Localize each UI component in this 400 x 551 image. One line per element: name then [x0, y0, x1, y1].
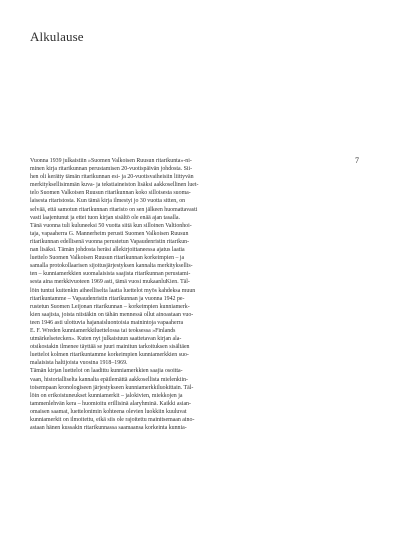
text-line: sesta aina merkkivuoteen 1969 asti, tämä vuosi mukaanluKien. Täl- [30, 279, 190, 286]
text-line: tammenlehvän kera – huomioitu erillisinä alaryhminä. Kaikki asian- [30, 400, 191, 407]
text-line: toisempaan kronologiseen järjestykseen kunniamerkkiluokittain. Täl- [30, 384, 194, 391]
text-line: omaisen saamat, luettelonimin kohteena olevien luokkiin kuuluvat [30, 408, 187, 415]
text-line: otsikostakin ilmenee täyttää se juuri mainitun tarkoituksen sisältäen [30, 344, 190, 351]
text-line: vasti laajentunut ja ettei tuon kirjan sisältö ole enää ajan tasalla. [30, 214, 180, 221]
text-line: laisesta ritaristosta. Kun tämä kirja ilmestyi jo 30 vuotta sitten, on [30, 198, 186, 205]
text-line: taja, vapaaherra G. Mannerheim perusti Suomen Valkoisen Ruusun [30, 230, 189, 237]
body-text [30, 157, 335, 432]
text-line: ritarikunnan edellisenä vuonna perustetun Vapaudenristin ritarikun- [30, 238, 190, 245]
text-line: luettelo Suomen Valkoisen Ruusun ritarikunnan korkeimpien – ja [30, 255, 185, 262]
text-line: Tämän kirjan luettelot on laadittu kunniamerkkien saajia osoitta- [30, 368, 183, 375]
text-line: hen oli kerätty tämän ritarikunnan esi- ja 20-vuotisvaiheisiin liittyvän [30, 174, 194, 181]
text-line: ten – kunniamerkkien suomalaisista saajista ritarikunnan perustami- [30, 271, 191, 278]
text-line: samalla protokollaarisen sijoitusjärjestyksen kannalta merkityksellis- [30, 263, 193, 270]
text-line: löin tuntui kuitenkin aiheelliselta laatia luettelot myös kahdeksa muun [30, 287, 196, 294]
text-line: Vuonna 1939 julkaistiin »Suomen Valkoisen Ruusun ritarikunta»-ni- [30, 158, 192, 164]
text-line: Tänä vuonna tuli kuluneeksi 50 vuotta siitä kun silloinen Valtionhoi- [30, 222, 192, 229]
text-line: ritarikuntamme – Vapaudenristin ritarikunnan ja vuonna 1942 pe- [30, 295, 185, 302]
text-line: utmärkelsetecken». Kuten nyt julkaistuun saattetavan kirjan ala- [30, 336, 182, 343]
page-number: 7 [355, 156, 359, 165]
text-line: kien saajista, joista niistäkin on tähän mennessä ollut ainoastaan vuo- [30, 311, 194, 318]
text-line: minen kirja ritarikunnan perustamisen 20-vuotispäivän johdosta. Sii- [30, 166, 193, 173]
text-line: luettelot kolmen ritarikuntamme korkeimpien kunniamerkkien suo- [30, 352, 189, 359]
text-line: malaisista haltijoista vuosina 1918–1969. [30, 360, 128, 367]
text-line: nan lisäksi. Tämän johdosta heräsi allekirjoittaneessa ajatus laatia [30, 247, 185, 254]
text-line: astaan hänen kussakin ritarikunnassa saamaansa korkeinta kunnia- [30, 425, 187, 432]
text-line: teen 1946 asti ulottuvia hajanaisluontoisia mainintoja vapaaherra [30, 319, 184, 326]
text-line: selvää, että samotun ritarikunnan ritaristo on sen jälkeen huomattavasti [30, 206, 198, 213]
text-line: telo Suomen Valkoisen Ruusun ritarikunnan koko silloisesta suoma- [30, 190, 191, 197]
page-title: Alkulause [30, 29, 84, 44]
text-line: kunniamerkit on ilmoitettu, eikä siis ole rajoitettu mainitsemaan aino- [30, 417, 195, 423]
text-line: E. F. Wreden kunniamerkkiluettelossa tai teoksessa »Finlands [30, 327, 176, 334]
text-line: vaan, historialliselta kannalta epäilemättä aakkosellista mielenkiin- [30, 376, 189, 383]
text-line: löin on erikoistuneukset kunniamerkit – jalokivien, miekkojen ja [30, 392, 183, 399]
text-line: merkityksellisimmän kuva- ja tekstiaineiston lisäksi aakkosellinen luet- [30, 182, 199, 189]
text-line: rustetun Suomen Leijonan ritarikunnan – korkeimpien kunniamerk- [30, 303, 190, 310]
